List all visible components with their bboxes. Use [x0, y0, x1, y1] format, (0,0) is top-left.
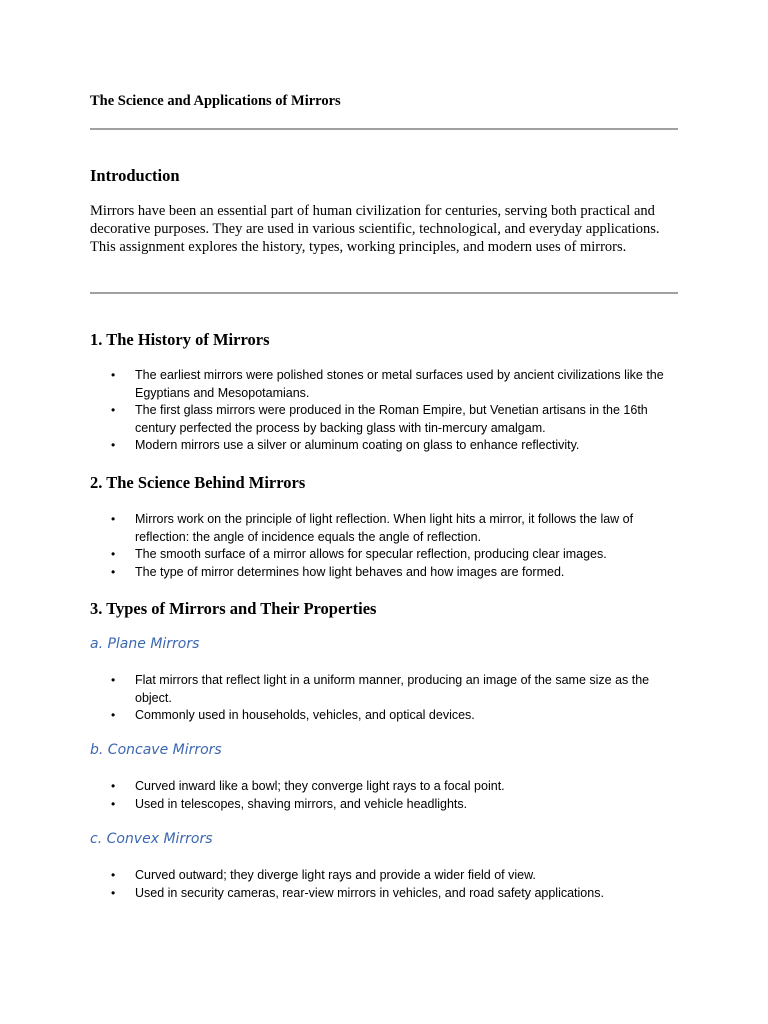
science-list — [90, 511, 678, 581]
list-item — [90, 511, 678, 546]
list-item — [90, 707, 678, 725]
bullet-icon: • — [111, 438, 116, 452]
bullet-icon: • — [111, 708, 116, 722]
list-item — [90, 564, 678, 582]
list-item-text: Used in telescopes, shaving mirrors, and vehicle headlights. — [135, 796, 468, 811]
list-item-text: Modern mirrors use a silver or aluminum coating on glass to enhance reflectivity. — [135, 438, 580, 452]
bullet-icon: • — [111, 564, 116, 579]
list-item — [90, 437, 678, 455]
list-item-text: The earliest mirrors were polished stones or metal surfaces used by ancient civilizations like the Egyptians and Mesopotamians. — [135, 368, 664, 400]
list-item-text: Mirrors work on the principle of light reflection. When light hits a mirror, it follows the law of reflection: the angle of incidence equals the angle of reflection. — [135, 512, 634, 544]
science-heading: 2. The Science Behind Mirrors — [90, 473, 306, 492]
list-item-text: The type of mirror determines how light behaves and how images are formed. — [135, 564, 565, 579]
types-heading: 3. Types of Mirrors and Their Properties — [90, 599, 377, 618]
list-item — [90, 402, 678, 437]
list-item — [90, 672, 678, 707]
horizontal-rule-intro — [90, 292, 678, 294]
list-item-text: Commonly used in households, vehicles, and optical devices. — [135, 708, 475, 722]
list-item — [90, 885, 678, 903]
list-item-text: The smooth surface of a mirror allows for specular reflection, producing clear images. — [135, 547, 607, 561]
concave-mirrors-list — [90, 778, 678, 813]
list-item — [90, 778, 678, 796]
bullet-icon: • — [111, 403, 116, 417]
concave-mirrors-heading: b. Concave Mirrors — [90, 742, 222, 758]
document-title: The Science and Applications of Mirrors — [90, 93, 341, 109]
history-heading: 1. The History of Mirrors — [90, 330, 270, 349]
bullet-icon: • — [111, 868, 116, 882]
list-item — [90, 367, 678, 402]
plane-mirrors-list — [90, 672, 678, 725]
list-item-text: The first glass mirrors were produced in the Roman Empire, but Venetian artisans in the 16th century perfected the process by backing glass with tin-mercury amalgam. — [135, 403, 648, 435]
list-item — [90, 796, 678, 814]
list-item-text: Curved inward like a bowl; they converge light rays to a focal point. — [135, 779, 505, 793]
bullet-icon: • — [111, 547, 116, 561]
bullet-icon: • — [111, 796, 116, 811]
list-item-text: Used in security cameras, rear-view mirrors in vehicles, and road safety applications. — [135, 885, 604, 900]
list-item-text: Flat mirrors that reflect light in a uniform manner, producing an image of the same size as the object. — [135, 673, 650, 705]
bullet-icon: • — [111, 885, 116, 900]
bullet-icon: • — [111, 368, 116, 382]
bullet-icon: • — [111, 779, 116, 793]
introduction-heading: Introduction — [90, 166, 180, 185]
history-list — [90, 367, 678, 455]
convex-mirrors-list — [90, 867, 678, 902]
bullet-icon: • — [111, 673, 116, 687]
list-item — [90, 867, 678, 885]
horizontal-rule-top — [90, 128, 678, 130]
bullet-icon: • — [111, 512, 116, 526]
introduction-paragraph: Mirrors have been an essential part of human civilization for centuries, serving both practical and decorative purposes. They are used in various scientific, technological, and everyday applications. This assignment explores the history, types, working principles, and modern uses of mirrors. — [90, 203, 660, 255]
convex-mirrors-heading: c. Convex Mirrors — [90, 831, 213, 847]
plane-mirrors-heading: a. Plane Mirrors — [90, 636, 200, 652]
list-item-text: Curved outward; they diverge light rays and provide a wider field of view. — [135, 868, 536, 882]
list-item — [90, 546, 678, 564]
